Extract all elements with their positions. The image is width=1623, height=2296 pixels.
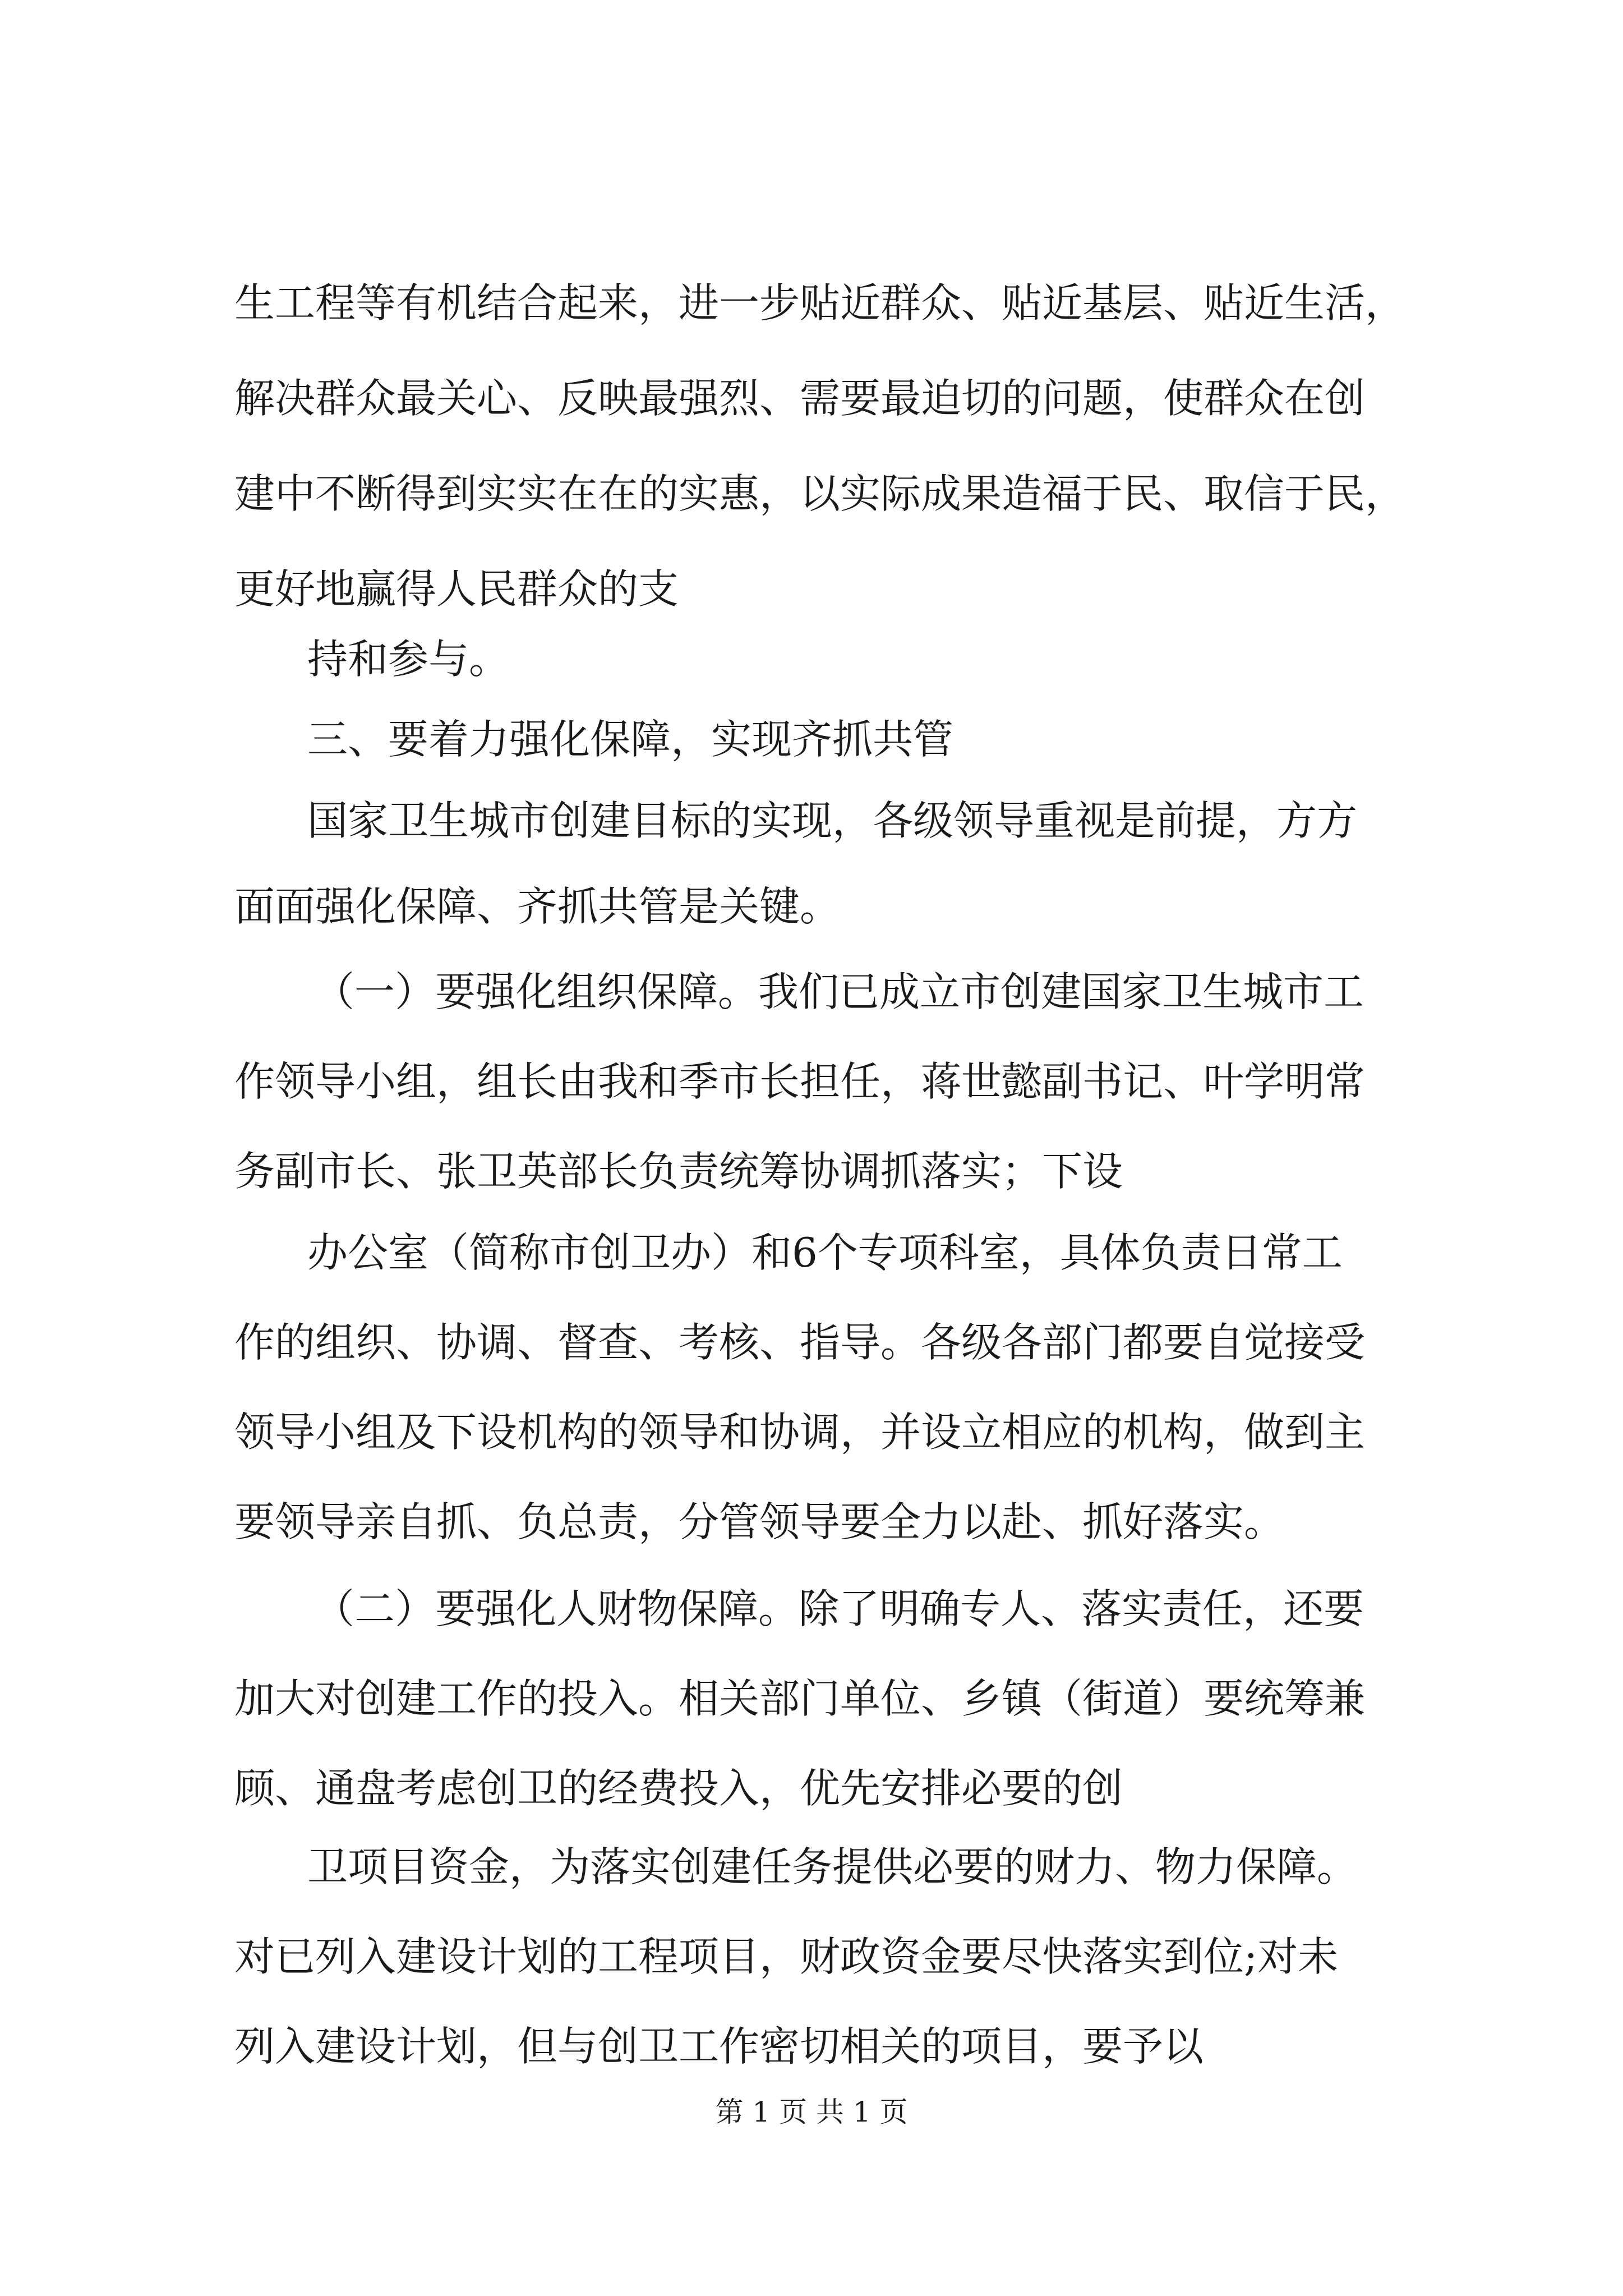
body-line: 建中不断得到实实在在的实惠，以实际成果造福于民、取信于民，: [234, 470, 1406, 517]
body-line: 卫项目资金，为落实创建任务提供必要的财力、物力保障。: [307, 1843, 1358, 1890]
body-line: 持和参与。: [307, 636, 510, 683]
body-line: 面面强化保障、齐抓共管是关键。: [234, 883, 841, 930]
body-line: （一）要强化组织保障。我们已成立市创建国家卫生城市工: [314, 968, 1364, 1015]
body-line: 生工程等有机结合起来，进一步贴近群众、贴近基层、贴近生活，: [234, 279, 1406, 326]
body-line: 要领导亲自抓、负总责，分管领导要全力以赴、抓好落实。: [234, 1498, 1285, 1545]
body-line: 更好地赢得人民群众的支: [234, 565, 679, 613]
body-line: 作的组织、协调、督查、考核、指导。各级各部门都要自觉接受: [234, 1319, 1366, 1366]
section-heading: 三、要着力强化保障，实现齐抓共管: [307, 716, 954, 763]
body-line: 办公室（简称市创卫办）和6个专项科室，具体负责日常工: [307, 1229, 1343, 1276]
body-line: 顾、通盘考虑创卫的经费投入，优先安排必要的创: [234, 1765, 1123, 1812]
body-line: 国家卫生城市创建目标的实现，各级领导重视是前提，方方: [307, 797, 1358, 844]
body-line: 对已列入建设计划的工程项目，财政资金要尽快落实到位;对未: [234, 1933, 1339, 1980]
body-line: 加大对创建工作的投入。相关部门单位、乡镇（街道）要统筹兼: [234, 1675, 1366, 1722]
body-line: 务副市长、张卫英部长负责统筹协调抓落实；下设: [234, 1148, 1123, 1195]
body-line: 列入建设计划，但与创卫工作密切相关的项目，要予以: [234, 2023, 1204, 2070]
body-line: 解决群众最关心、反映最强烈、需要最迫切的问题，使群众在创: [234, 375, 1366, 422]
body-line: （二）要强化人财物保障。除了明确专人、落实责任，还要: [314, 1585, 1364, 1632]
body-line: 作领导小组，组长由我和季市长担任，蒋世懿副书记、叶学明常: [234, 1058, 1366, 1105]
page-footer: 第 1 页 共 1 页: [715, 2096, 908, 2128]
body-line: 领导小组及下设机构的领导和协调，并设立相应的机构，做到主: [234, 1409, 1366, 1456]
